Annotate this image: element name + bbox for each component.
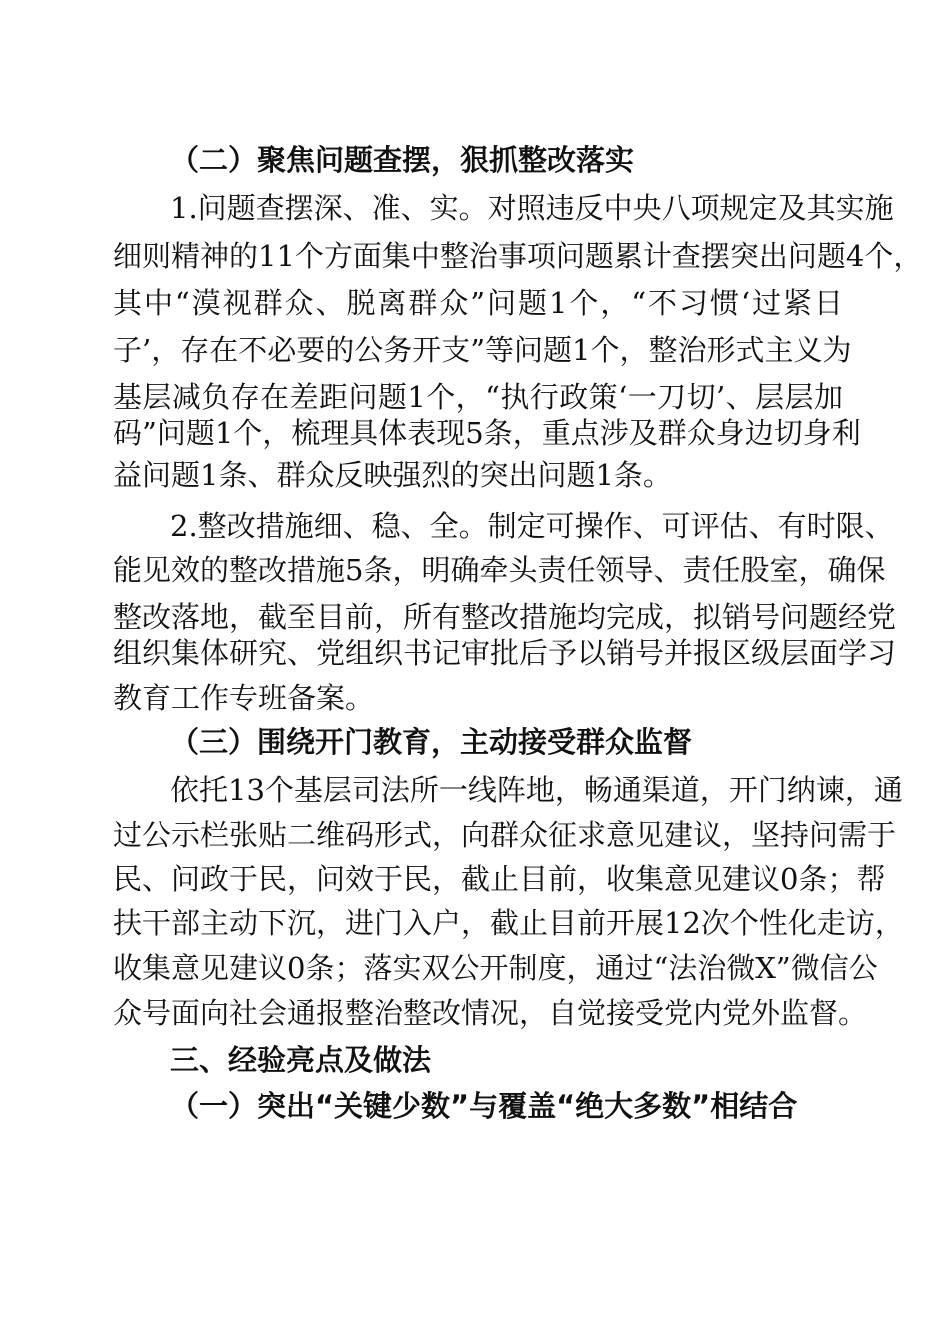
paragraph-line: 其中“漠视群众、脱离群众”问题1个，“不习惯‘过紧日 bbox=[113, 286, 843, 320]
paragraph-line: 众号面向社会通报整治整改情况，自觉接受党内党外监督。 bbox=[113, 996, 868, 1030]
paragraph-line: 组织集体研究、党组织书记审批后予以销号并报区级层面学习 bbox=[113, 636, 897, 670]
paragraph-line: 依托13个基层司法所一线阵地，畅通渠道，开门纳谏，通 bbox=[170, 773, 903, 807]
paragraph-line: 民、问政于民，问效于民，截止目前，收集意见建议0条；帮 bbox=[113, 862, 886, 896]
part-heading-3: 三、经验亮点及做法 bbox=[170, 1043, 432, 1077]
paragraph-line: 基层减负存在差距问题1个，“执行政策‘一刀切’、层层加 bbox=[113, 380, 843, 414]
paragraph-line: 1.问题查摆深、准、实。对照违反中央八项规定及其实施 bbox=[170, 191, 894, 225]
section-heading-3: （三）围绕开门教育，主动接受群众监督 bbox=[170, 725, 693, 759]
paragraph-line: 过公示栏张贴二维码形式，向群众征求意见建议，坚持问需于 bbox=[113, 818, 897, 852]
paragraph-line: 收集意见建议0条；落实双公开制度，通过“法治微X”微信公 bbox=[113, 951, 878, 985]
paragraph-line: 细则精神的11个方面集中整治事项问题累计查摆突出问题4个， bbox=[113, 239, 923, 273]
paragraph-line: 能见效的整改措施5条，明确牵头责任领导、责任股室，确保 bbox=[113, 553, 886, 587]
paragraph-line: 子’，存在不必要的公务开支”等问题1个，整治形式主义为 bbox=[113, 333, 852, 367]
paragraph-line: 码”问题1个，梳理具体表现5条，重点涉及群众身边切身利 bbox=[113, 416, 861, 450]
paragraph-line: 教育工作专班备案。 bbox=[113, 681, 375, 715]
paragraph-line: 2.整改措施细、稳、全。制定可操作、可评估、有时限、 bbox=[170, 509, 894, 543]
paragraph-line: 扶干部主动下沉，进门入户，截止目前开展12次个性化走访， bbox=[113, 906, 904, 940]
paragraph-line: 益问题1条、群众反映强烈的突出问题1条。 bbox=[113, 458, 672, 492]
paragraph-line: 整改落地，截至目前，所有整改措施均完成，拟销号问题经党 bbox=[113, 600, 897, 634]
part-subheading-1: （一）突出“关键少数”与覆盖“绝大多数”相结合 bbox=[170, 1089, 798, 1123]
section-heading-2: （二）聚焦问题查摆，狠抓整改落实 bbox=[170, 143, 635, 177]
